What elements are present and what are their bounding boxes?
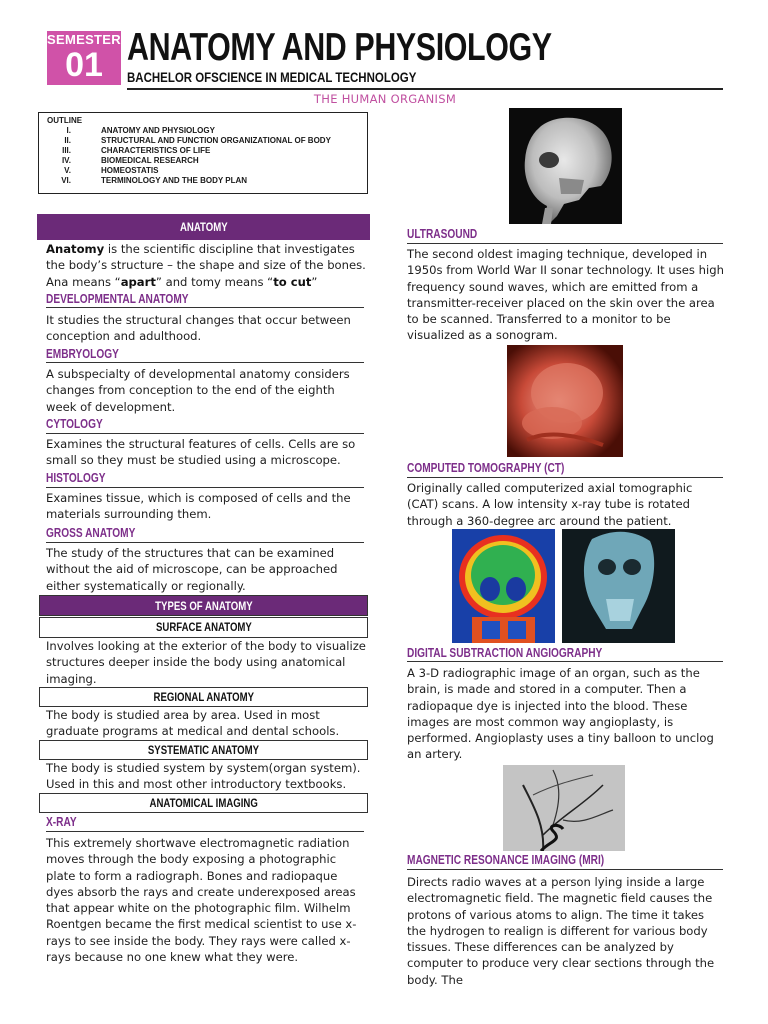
divider — [407, 477, 723, 478]
page-subtitle: BACHELOR OFSCIENCE IN MEDICAL TECHNOLOGY — [127, 69, 417, 85]
anatomy-bar: ANATOMY — [37, 214, 370, 240]
surface-anatomy-text: Involves looking at the exterior of the body to visualize structures deeper inside the body using anatomical imaging. — [46, 639, 366, 686]
fetal-ultrasound-image — [507, 345, 623, 457]
anatomical-imaging-heading: ANATOMICAL IMAGING — [39, 793, 368, 813]
skull-xray-image — [509, 108, 622, 224]
xray-text: This extremely shortwave electromagnetic radiation moves through the body exposing a photographic plate to form a radiograph. Bones and radiopaque dyes absorb the rays and create underexposed areas that appear white on the photographic film. Wilhelm Roentgen became the first medical scientist to use x-rays to see inside the body. They rays were called x-rays because no one knew what they were. — [46, 836, 357, 965]
dsa-heading: DIGITAL SUBTRACTION ANGIOGRAPHY — [407, 645, 603, 660]
developmental-anatomy-text: It studies the structural changes that occur between conception and adulthood. — [46, 313, 351, 344]
dsa-text: A 3-D radiographic image of an organ, such as the brain, is made and stored in a computer. Then a radiopaque dye is injected into the blood. These images are most common way angioplasty, is performed. Angioplasty uses a tiny balloon to unclog an artery. — [407, 666, 714, 762]
outline-item: V. HOMEOSTATIS — [64, 166, 159, 175]
ultrasound-heading: ULTRASOUND — [407, 226, 478, 241]
embryology-heading: EMBRYOLOGY — [46, 346, 119, 361]
gross-anatomy-text: The study of the structures that can be examined without the aid of microscope, can be approached either systematically or regionally. — [46, 546, 338, 593]
mri-text: Directs radio waves at a person lying inside a large electromagnetic field. The magnetic field causes the protons of various atoms to align. The time it takes the hydrogen to realign is different for various body tissues. These differences can be analyzed by computer to produce very clear sections through the body. The — [407, 875, 715, 987]
ct-heading: COMPUTED TOMOGRAPHY (CT) — [407, 460, 565, 475]
histology-heading: HISTOLOGY — [46, 470, 106, 485]
outline-item: VI. TERMINOLOGY AND THE BODY PLAN — [61, 176, 248, 185]
anatomy-definition: Anatomy is the scientific discipline that investigates the body’s structure – the shape and size of the bones. Ana means “apart” and tomy means “to cut” — [46, 242, 366, 289]
outline-item: IV. BIOMEDICAL RESEARCH — [61, 156, 199, 165]
header-rule — [127, 88, 723, 90]
embryology-text: A subspecialty of developmental anatomy considers changes from conception to the end of the eighth week of development. — [46, 367, 350, 414]
cytology-heading: CYTOLOGY — [46, 416, 103, 431]
ct-text: Originally called computerized axial tomographic (CAT) scans. A low intensity x-ray tube is rotated through a 360-degree arc around the patient. — [407, 481, 693, 528]
topic-title: THE HUMAN ORGANISM — [313, 92, 457, 106]
systematic-anatomy-heading: SYSTEMATIC ANATOMY — [39, 740, 368, 760]
outline-item: I. ANATOMY AND PHYSIOLOGY — [66, 126, 215, 135]
gross-anatomy-heading: GROSS ANATOMY — [46, 525, 136, 540]
divider — [407, 661, 723, 662]
page-title: ANATOMY AND PHYSIOLOGY — [127, 26, 552, 69]
divider — [46, 362, 364, 363]
regional-anatomy-heading: REGIONAL ANATOMY — [39, 687, 368, 707]
outline-box — [38, 112, 368, 194]
cytology-text: Examines the structural features of cells. Cells are so small so they must be studied using a microscope. — [46, 437, 356, 468]
divider — [407, 243, 723, 244]
surface-anatomy-heading: SURFACE ANATOMY — [39, 617, 368, 638]
divider — [46, 831, 364, 832]
semester-label: SEMESTER — [47, 32, 121, 47]
xray-heading: X-RAY — [46, 814, 77, 829]
histology-text: Examines tissue, which is composed of cells and the materials surrounding them. — [46, 491, 351, 522]
divider — [46, 487, 364, 488]
semester-number: 01 — [65, 46, 103, 84]
ct-scan-color-image — [452, 529, 555, 643]
types-of-anatomy-bar: TYPES OF ANATOMY — [39, 595, 368, 616]
outline-item: II. STRUCTURAL AND FUNCTION ORGANIZATIONAL OF BODY — [64, 136, 331, 145]
outline-item: III. CHARACTERISTICS OF LIFE — [62, 146, 211, 155]
outline-heading: OUTLINE — [47, 116, 83, 125]
ultrasound-text: The second oldest imaging technique, developed in 1950s from World War II sonar technology. It uses high frequency sound waves, which are emitted from a transmitter-receiver placed on the skin over the area to be scanned. Transferred to a monitor to be visualized as a sonogram. — [407, 247, 724, 343]
systematic-anatomy-text: The body is studied system by system(organ system). Used in this and most other introductory textbooks. — [46, 761, 361, 792]
angiography-image — [503, 765, 625, 851]
ct-3d-skull-image — [562, 529, 675, 643]
divider — [46, 542, 364, 543]
developmental-anatomy-heading: DEVELOPMENTAL ANATOMY — [46, 291, 189, 306]
divider — [46, 307, 364, 308]
mri-heading: MAGNETIC RESONANCE IMAGING (MRI) — [407, 852, 605, 867]
divider — [46, 433, 364, 434]
semester-badge — [47, 31, 121, 85]
regional-anatomy-text: The body is studied area by area. Used in most graduate programs at medical and dental schools. — [46, 708, 340, 739]
divider — [407, 869, 723, 870]
